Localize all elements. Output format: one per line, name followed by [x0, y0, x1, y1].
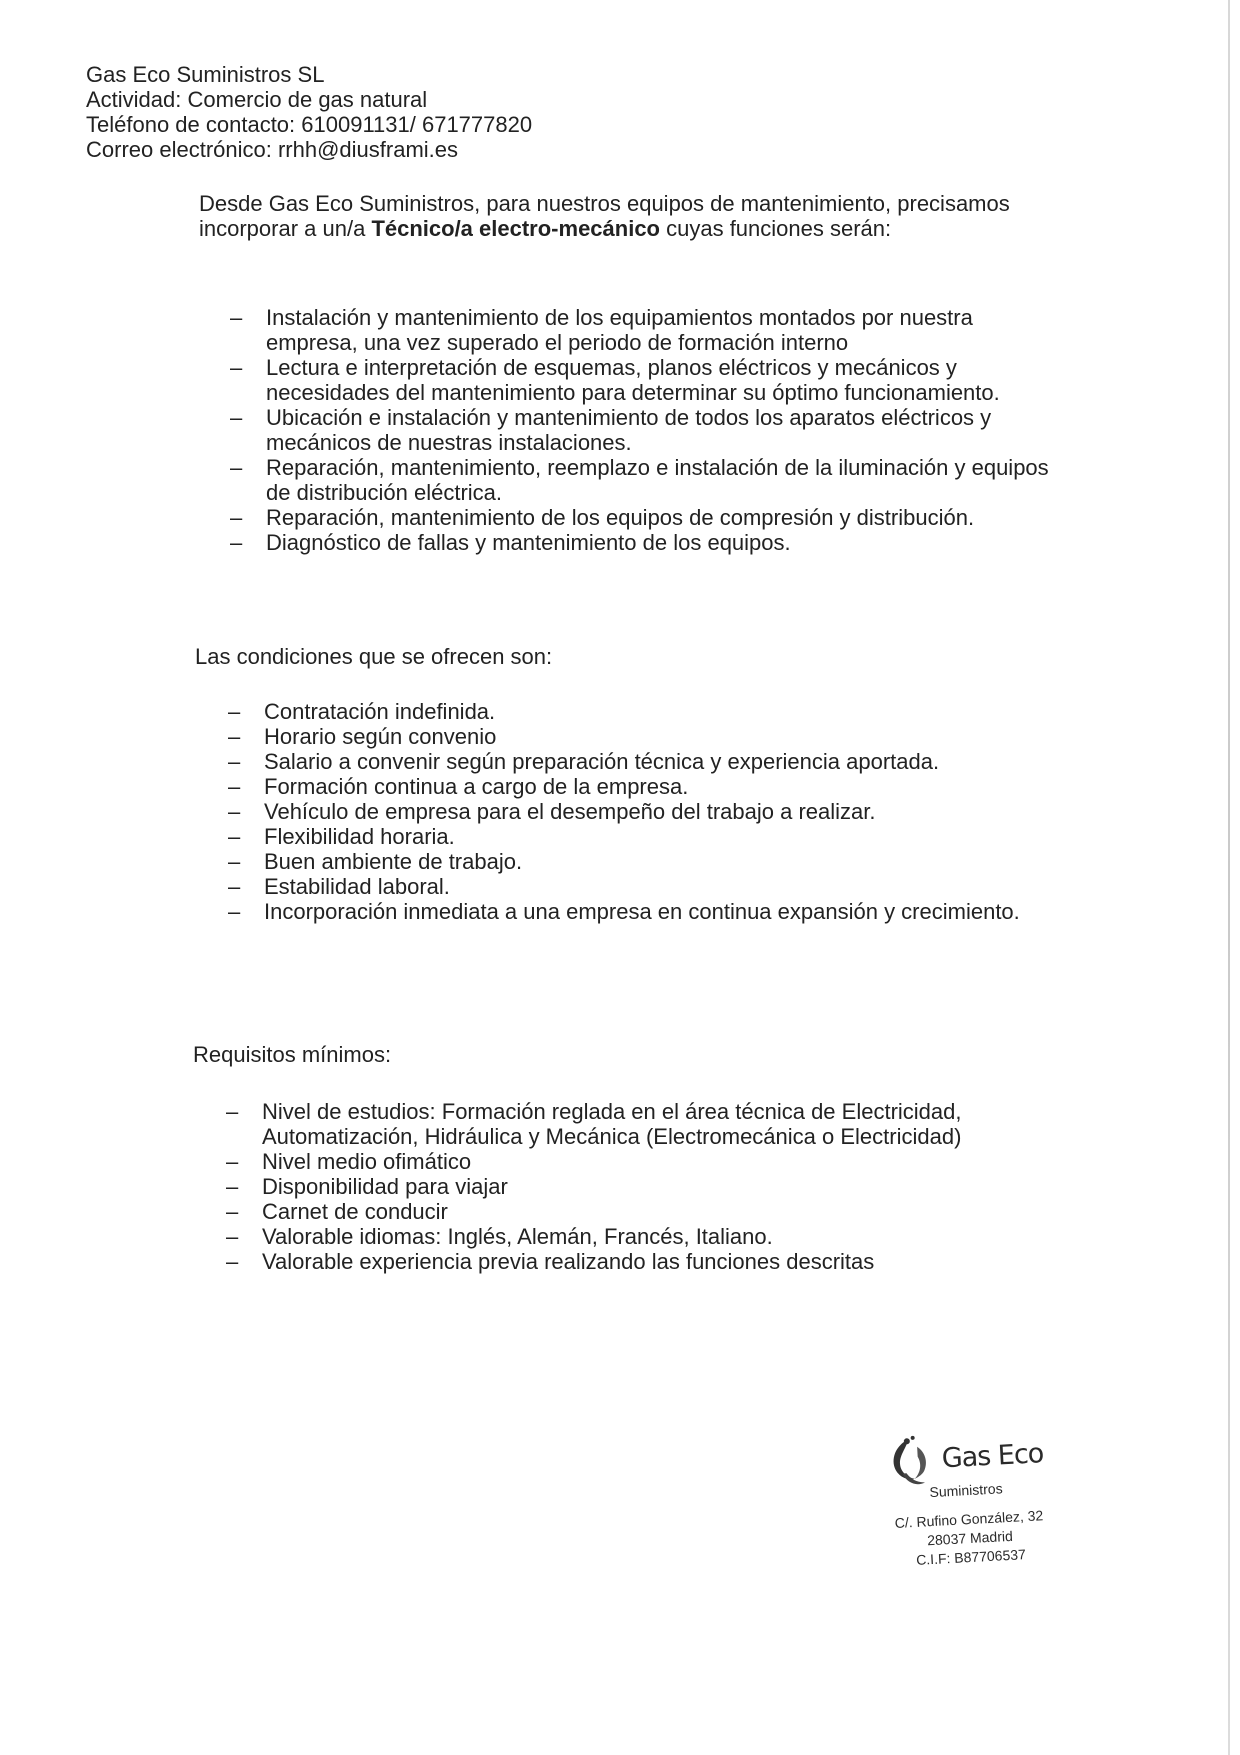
condition-item-text: Flexibilidad horaria.: [264, 824, 455, 849]
condition-item: [228, 749, 1058, 774]
requirements-items: [226, 1099, 1066, 1274]
function-item-text: Reparación, mantenimiento de los equipos de compresión y distribución.: [266, 505, 975, 530]
function-item-text: Reparación, mantenimiento, reemplazo e instalación de la iluminación y equipos de distribución eléctrica.: [266, 455, 1049, 505]
list-dash-marker: –: [228, 724, 241, 749]
condition-item: [228, 724, 1058, 749]
condition-item-text: Incorporación inmediata a una empresa en continua expansión y crecimiento.: [264, 899, 1020, 924]
function-item: [230, 405, 1060, 455]
function-item-text: Ubicación e instalación y mantenimiento de todos los aparatos eléctricos y mecánicos de nuestras instalaciones.: [266, 405, 992, 455]
requirement-item-text: Disponibilidad para viajar: [262, 1174, 508, 1199]
list-dash-marker: –: [228, 849, 241, 874]
stamp-subtitle: Suministros: [929, 1480, 1003, 1501]
company-activity: Actividad: Comercio de gas natural: [86, 87, 428, 112]
condition-item-text: Buen ambiente de trabajo.: [264, 849, 523, 874]
requirement-item: [226, 1199, 1066, 1224]
requirement-item: [226, 1174, 1066, 1199]
list-dash-marker: –: [230, 455, 243, 480]
functions-items: [230, 305, 1060, 555]
list-dash-marker: –: [228, 799, 241, 824]
condition-item-text: Estabilidad laboral.: [264, 874, 450, 899]
condition-item: [228, 899, 1058, 924]
requirement-item: [226, 1249, 1066, 1274]
stamp-address-block: [889, 1506, 1052, 1571]
list-dash-marker: –: [228, 749, 241, 774]
conditions-items: [228, 699, 1058, 924]
condition-item: [228, 799, 1058, 824]
intro-text-after: cuyas funciones serán:: [660, 216, 892, 241]
company-email: Correo electrónico: rrhh@diusframi.es: [86, 137, 459, 162]
list-dash-marker: –: [226, 1149, 239, 1174]
function-item: [230, 530, 1060, 555]
condition-item: [228, 699, 1058, 724]
requirement-item-text: Nivel de estudios: Formación reglada en el área técnica de Electricidad, Automatización, Hidráulica y Mecánica (Electromecánica o Electricidad): [262, 1099, 962, 1149]
condition-item: [228, 849, 1058, 874]
list-dash-marker: –: [228, 824, 241, 849]
function-item-text: Instalación y mantenimiento de los equipamientos montados por nuestra empresa, una vez superado el periodo de formación interno: [266, 305, 973, 355]
requirement-item: [226, 1224, 1066, 1249]
stamp-company-name: Gas Eco: [941, 1438, 1045, 1475]
company-stamp: [876, 1425, 1063, 1574]
job-role: Técnico/a electro-mecánico: [371, 216, 660, 241]
requirement-item-text: Carnet de conducir: [262, 1199, 448, 1224]
functions-list: [230, 305, 1060, 555]
list-dash-marker: –: [226, 1249, 239, 1274]
requirement-item-text: Nivel medio ofimático: [262, 1149, 472, 1174]
condition-item-text: Contratación indefinida.: [264, 699, 496, 724]
conditions-heading: Las condiciones que se ofrecen son:: [195, 644, 553, 669]
intro-paragraph: [199, 191, 1059, 241]
list-dash-marker: –: [226, 1224, 239, 1249]
list-dash-marker: –: [228, 899, 241, 924]
function-item-text: Diagnóstico de fallas y mantenimiento de los equipos.: [266, 530, 791, 555]
list-dash-marker: –: [230, 305, 243, 330]
condition-item: [228, 874, 1058, 899]
list-dash-marker: –: [230, 530, 243, 555]
condition-item-text: Salario a convenir según preparación técnica y experiencia aportada.: [264, 749, 940, 774]
list-dash-marker: –: [230, 505, 243, 530]
function-item: [230, 505, 1060, 530]
stamp-cif: C.I.F: B87706537: [915, 1546, 1027, 1568]
stamp-city: 28037 Madrid: [926, 1527, 1014, 1549]
list-dash-marker: –: [228, 699, 241, 724]
function-item-text: Lectura e interpretación de esquemas, planos eléctricos y mecánicos y necesidades del mantenimiento para determinar su óptimo funcionamiento.: [266, 355, 1000, 405]
company-phone: Teléfono de contacto: 610091131/ 671777820: [86, 112, 533, 137]
requirements-heading: Requisitos mínimos:: [193, 1042, 392, 1067]
list-dash-marker: –: [228, 774, 241, 799]
intro-text-before: Desde Gas Eco Suministros, para nuestros equipos de mantenimiento, precisamos incorporar a un/a: [199, 191, 1010, 241]
company-name: Gas Eco Suministros SL: [86, 62, 325, 87]
scan-edge: [1228, 0, 1230, 1755]
company-header: [86, 62, 532, 162]
condition-item: [228, 774, 1058, 799]
condition-item: [228, 824, 1058, 849]
list-dash-marker: –: [230, 355, 243, 380]
conditions-list: [228, 699, 1058, 924]
requirement-item: [226, 1099, 1066, 1149]
condition-item-text: Formación continua a cargo de la empresa.: [264, 774, 689, 799]
condition-item-text: Vehículo de empresa para el desempeño del trabajo a realizar.: [264, 799, 876, 824]
list-dash-marker: –: [230, 405, 243, 430]
list-dash-marker: –: [226, 1099, 239, 1124]
requirements-list: [226, 1099, 1066, 1274]
function-item: [230, 455, 1060, 505]
function-item: [230, 355, 1060, 405]
requirement-item-text: Valorable experiencia previa realizando las funciones descritas: [262, 1249, 875, 1274]
list-dash-marker: –: [226, 1199, 239, 1224]
condition-item-text: Horario según convenio: [264, 724, 497, 749]
stamp-address: C/. Rufino González, 32: [894, 1507, 1044, 1531]
requirement-item: [226, 1149, 1066, 1174]
list-dash-marker: –: [226, 1174, 239, 1199]
requirement-item-text: Valorable idiomas: Inglés, Alemán, Francés, Italiano.: [262, 1224, 773, 1249]
list-dash-marker: –: [228, 874, 241, 899]
function-item: [230, 305, 1060, 355]
